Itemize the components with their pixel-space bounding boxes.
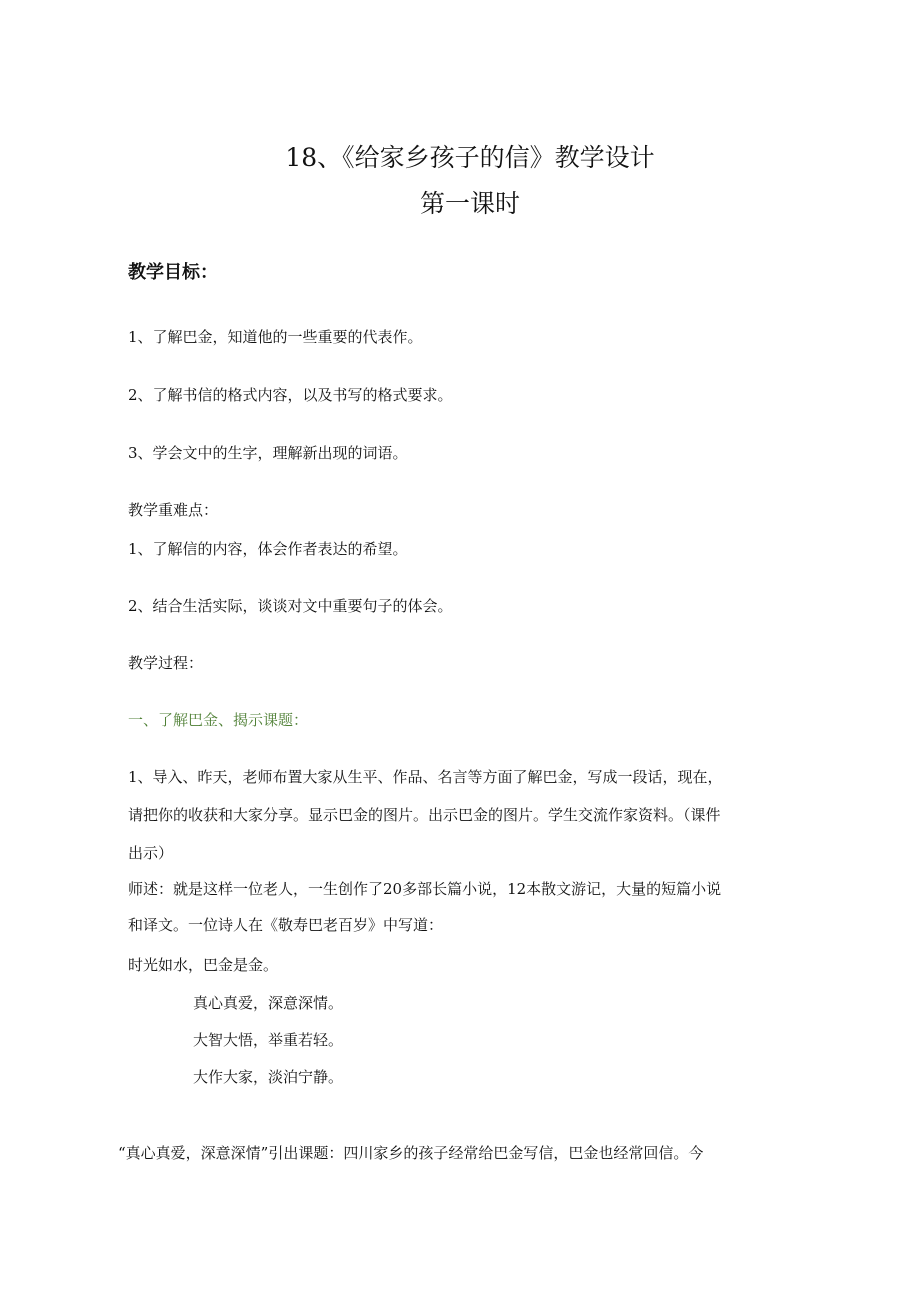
paragraph-line: 和译文。一位诗人在《敬寿巴老百岁》中写道： — [128, 916, 444, 934]
paragraph-line: “真心真爱，深意深情”引出课题：四川家乡的孩子经常给巴金写信，巴金也经常回信。今 — [118, 1144, 704, 1162]
key-points-heading: 教学重难点： — [128, 501, 219, 519]
key-point-item: 1、了解信的内容，体会作者表达的希望。 — [128, 540, 408, 558]
paragraph-line: 请把你的收获和大家分享。显示巴金的图片。出示巴金的图片。学生交流作家资料。（课件 — [128, 806, 721, 824]
document-title: 18、《给家乡孩子的信》教学设计 — [285, 143, 655, 172]
paragraph-line: 师述：就是这样一位老人，一生创作了20多部长篇小说，12本散文游记，大量的短篇小说 — [128, 880, 722, 898]
poem-line: 时光如水，巴金是金。 — [128, 956, 279, 974]
process-heading: 教学过程： — [128, 654, 204, 672]
poem-line: 大智大悟，举重若轻。 — [193, 1031, 344, 1049]
poem-line: 大作大家，淡泊宁静。 — [193, 1068, 344, 1086]
goal-item: 3、学会文中的生字，理解新出现的词语。 — [128, 444, 408, 462]
section-heading: 一、了解巴金、揭示课题： — [128, 711, 309, 729]
goal-item: 1、了解巴金，知道他的一些重要的代表作。 — [128, 328, 423, 346]
paragraph-line: 1、导入、昨天，老师布置大家从生平、作品、名言等方面了解巴金，写成一段话，现在， — [128, 768, 723, 786]
paragraph-line: 出示） — [128, 844, 174, 862]
goal-item: 2、了解书信的格式内容，以及书写的格式要求。 — [128, 386, 453, 404]
goals-heading: 教学目标： — [128, 262, 218, 283]
key-point-item: 2、结合生活实际，谈谈对文中重要句子的体会。 — [128, 597, 453, 615]
document-subtitle: 第一课时 — [419, 189, 520, 218]
poem-line: 真心真爱，深意深情。 — [193, 994, 344, 1012]
